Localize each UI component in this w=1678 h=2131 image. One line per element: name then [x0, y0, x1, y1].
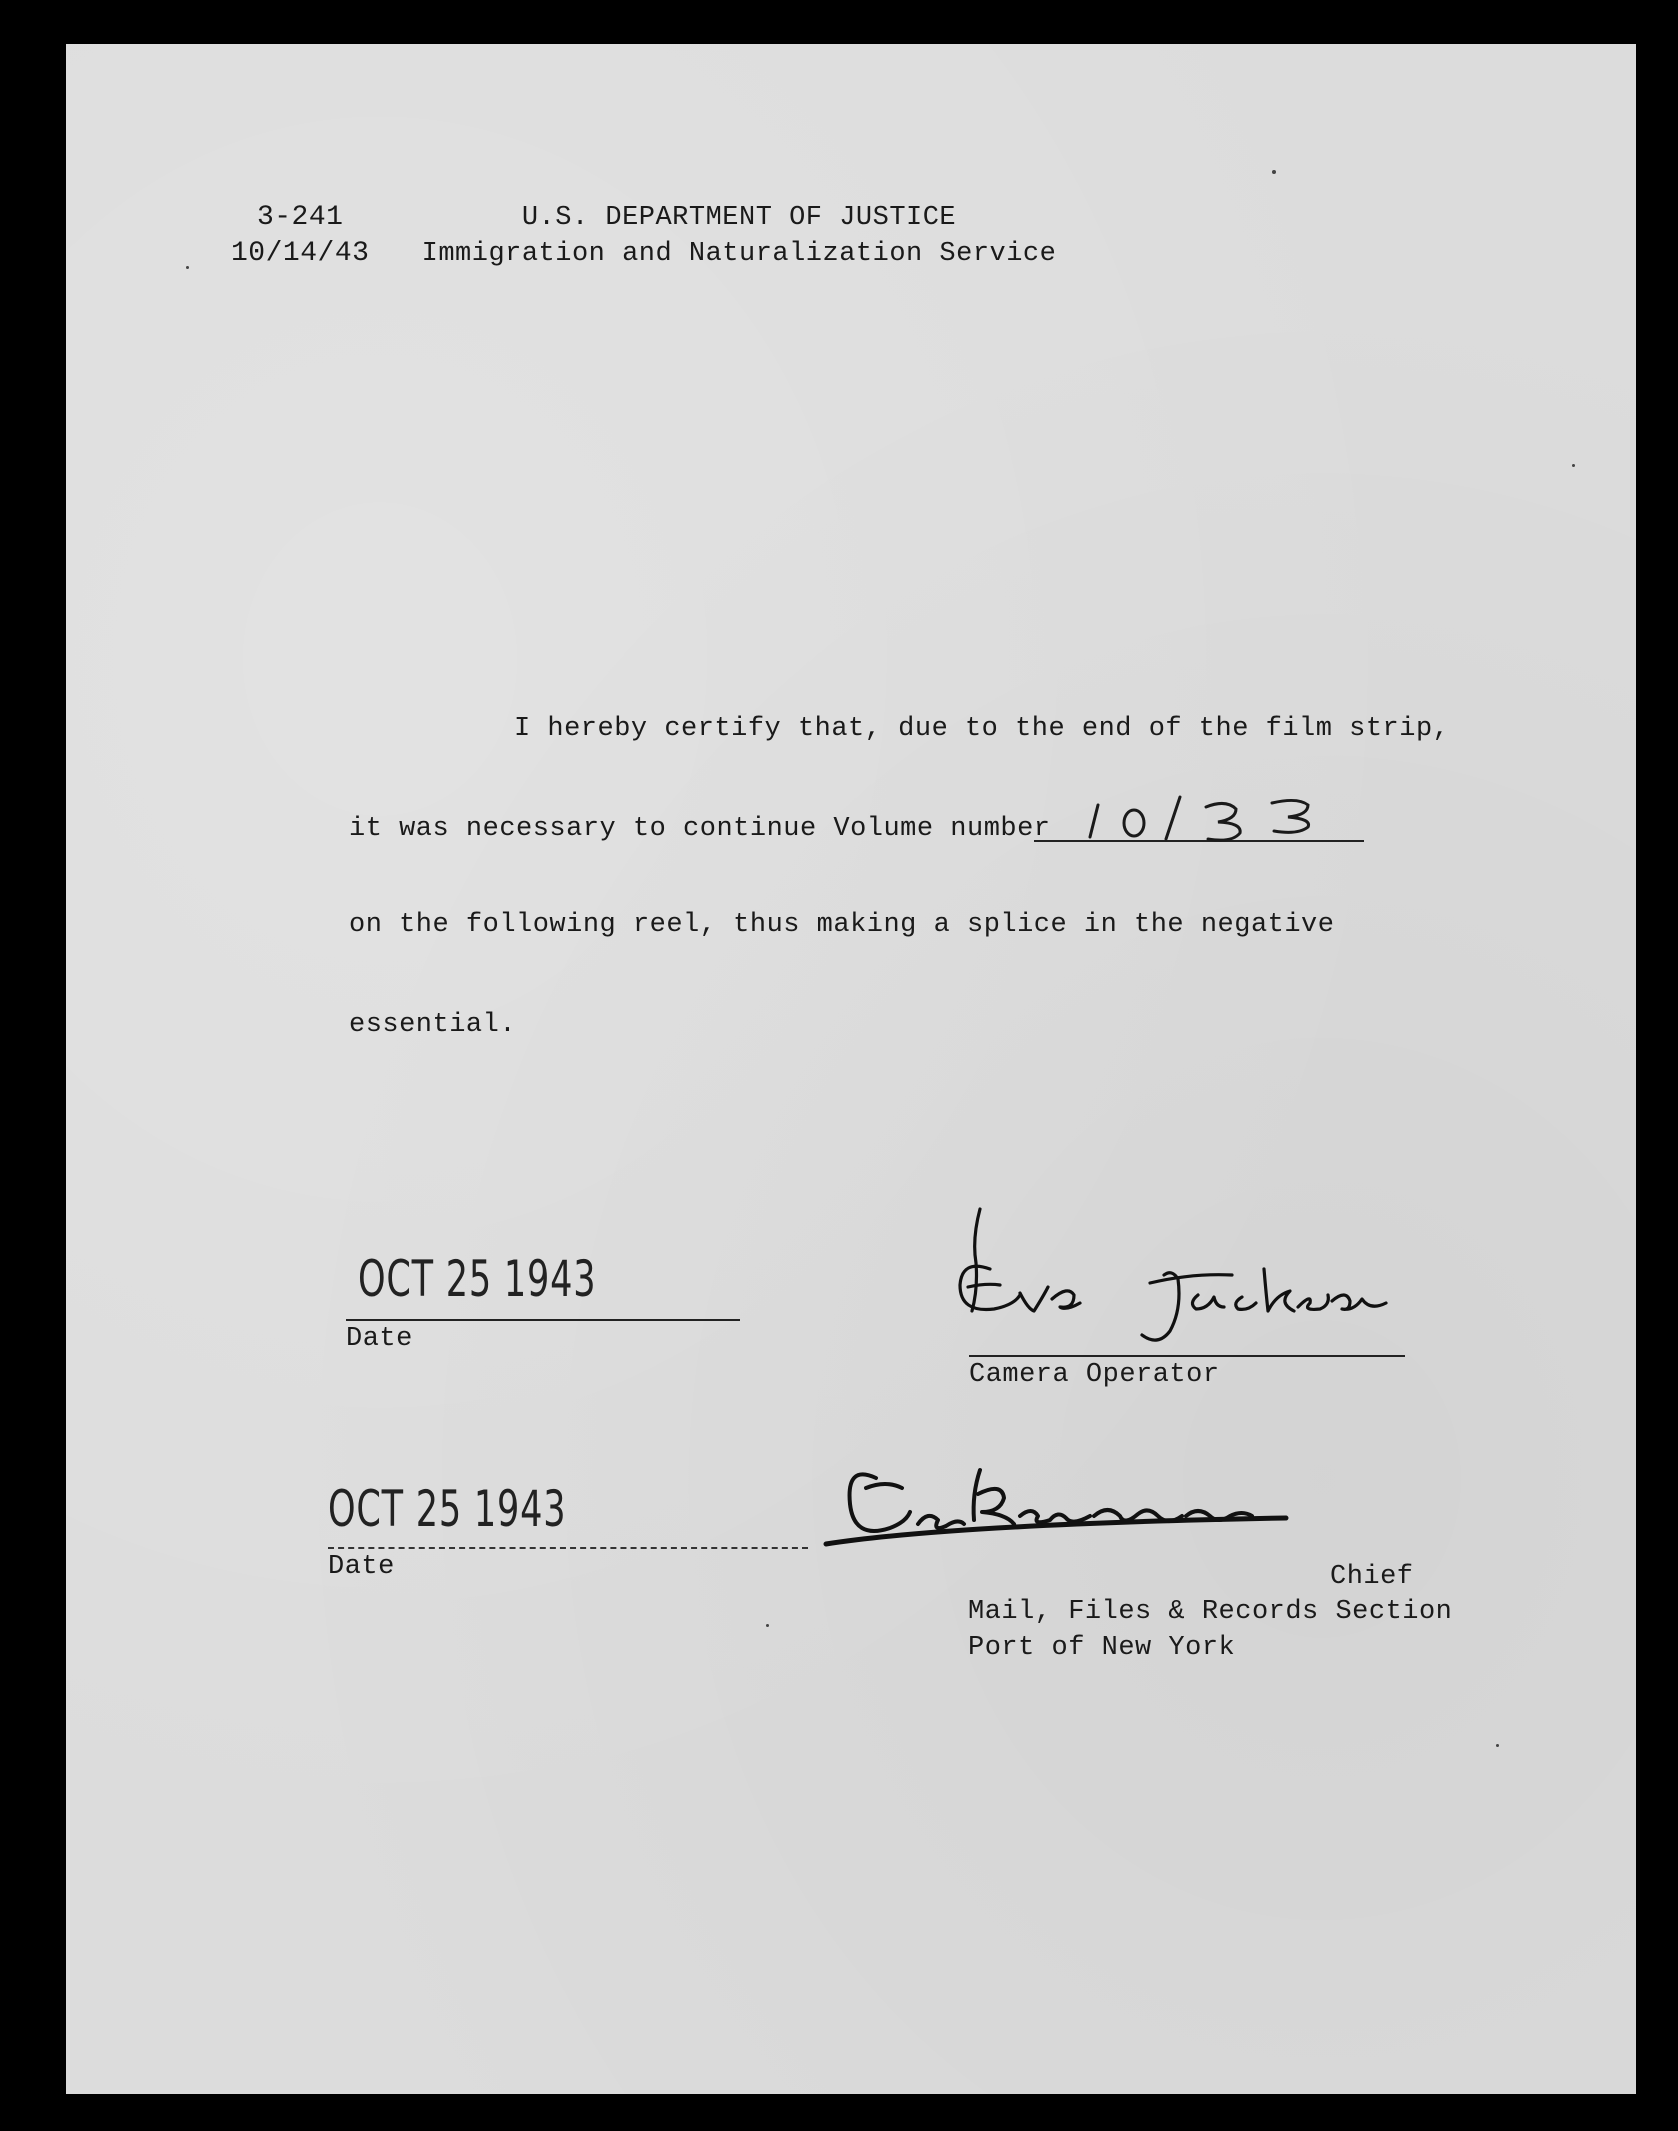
cert-line-4: essential. [349, 1010, 517, 1040]
date-line-1 [346, 1319, 740, 1321]
cert-line-2: it was necessary to continue Volume number [349, 814, 1051, 844]
document-page [66, 44, 1636, 2094]
date-label-1: Date [346, 1324, 413, 1354]
scan-speck [186, 266, 189, 269]
date-label-2: Date [328, 1552, 395, 1582]
form-code: 3-241 [256, 202, 344, 233]
letterhead [66, 200, 1412, 272]
scan-speck [1572, 464, 1575, 467]
scan-speck [766, 1624, 769, 1627]
form-revision-date: 10/14/43 [231, 238, 370, 269]
scan-speck [1272, 170, 1276, 174]
date-stamp-1: OCT 25 1943 [358, 1250, 597, 1308]
section-title: Mail, Files & Records Section [968, 1597, 1453, 1627]
camera-operator-line [969, 1355, 1405, 1357]
volume-number-handwritten [1076, 789, 1366, 849]
scan-speck [1496, 1744, 1499, 1747]
cert-line-1: I hereby certify that, due to the end of the film strip, [514, 714, 1450, 744]
date-line-2 [328, 1547, 808, 1549]
chief-signature [806, 1454, 1366, 1574]
date-stamp-2: OCT 25 1943 [328, 1480, 567, 1538]
camera-operator-title: Camera Operator [969, 1360, 1220, 1390]
camera-operator-signature [902, 1199, 1422, 1349]
department-name: U.S. DEPARTMENT OF JUSTICE [521, 203, 957, 233]
chief-title: Chief [1330, 1562, 1414, 1592]
port-title: Port of New York [968, 1633, 1236, 1663]
service-name: Immigration and Naturalization Service [421, 239, 1057, 269]
cert-line-3: on the following reel, thus making a splice in the negative [349, 910, 1335, 940]
